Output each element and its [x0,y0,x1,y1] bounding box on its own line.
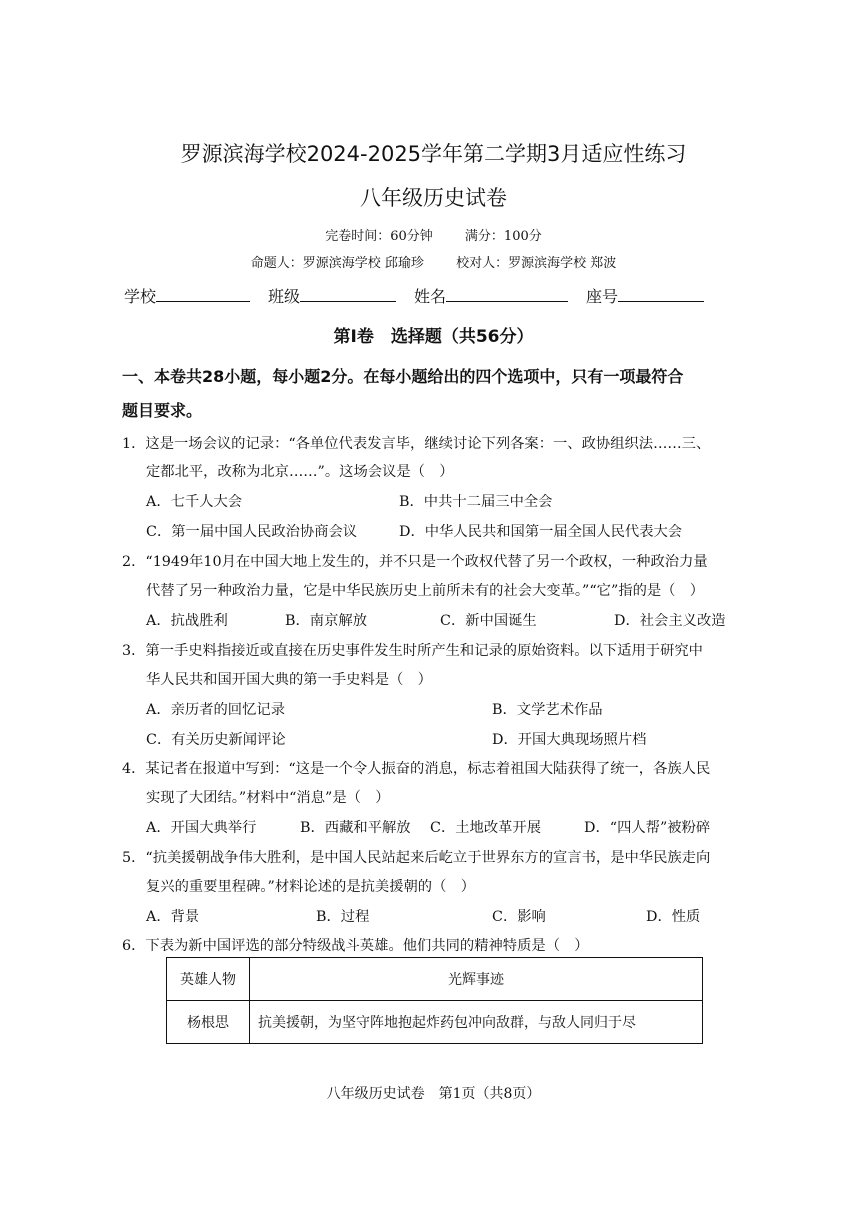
question-2-option-d: D．社会主义改造 [614,613,726,629]
exam-time: 完卷时间：60分钟 [325,229,433,244]
question-5-option-d: D．性质 [646,909,701,925]
heroes-table [166,957,703,1044]
table-cell-deeds: 抗美援朝，为坚守阵地抱起炸药包冲向敌群，与敌人同归于尽 [250,1001,703,1044]
question-4-option-a: A．开国大典举行 [146,820,257,836]
school-label: 学校 [124,287,157,306]
school-field [124,284,250,307]
section-instruction-line1: 一、本卷共28小题，每小题2分。在每小题给出的四个选项中，只有一项最符合 [122,367,684,386]
school-blank[interactable] [156,286,250,302]
question-3-line1: 3．第一手史料指接近或直接在历史事件发生时所产生和记录的原始资料。以下适用于研究中 [122,643,703,659]
question-1-option-a: A．七千人大会 [146,494,243,510]
exam-time-score [0,225,867,244]
seat-field [586,284,704,307]
exam-subtitle: 八年级历史试卷 [360,186,507,210]
question-1-line2: 定都北平，改称为北京……”。这场会议是（ ） [146,464,454,480]
seat-blank[interactable] [618,286,704,302]
question-4-option-d: D．“四人帮”被粉碎 [584,820,711,836]
question-5-option-c: C．影响 [492,909,546,925]
seat-label: 座号 [586,287,619,306]
checker: 校对人：罗源滨海学校 郑波 [456,256,617,271]
question-2-option-a: A．抗战胜利 [146,613,228,629]
question-2-line2: 代替了另一种政治力量，它是中华民族历史上前所未有的社会大变革。”“它”指的是（ ） [146,583,705,599]
question-4-option-c: C．土地改革开展 [430,820,542,836]
section-title: 第Ⅰ卷 选择题（共56分） [333,327,534,347]
full-score: 满分：100分 [464,229,542,244]
question-4-line2: 实现了大团结。”材料中“消息”是（ ） [146,790,390,806]
class-blank[interactable] [300,286,396,302]
question-4-line1: 4．某记者在报道中写到：“这是一个令人振奋的消息，标志着祖国大陆获得了统一，各族人民 [122,761,711,777]
question-3-option-d: D．开国大典现场照片档 [492,732,647,748]
student-info-row [124,284,704,307]
class-field [268,284,396,307]
setter: 命题人：罗源滨海学校 邱瑜珍 [250,256,424,271]
question-5-line1: 5．“抗美援朝战争伟大胜利，是中国人民站起来后屹立于世界东方的宣言书，是中华民族走向 [122,850,711,866]
table-header-row [167,958,703,1001]
name-field [414,284,568,307]
question-4-option-b: B．西藏和平解放 [300,820,411,836]
section-instruction-line2: 题目要求。 [122,401,203,420]
exam-title: 罗源滨海学校2024-2025学年第二学期3月适应性练习 [180,142,687,166]
question-2-option-b: B．南京解放 [285,613,367,629]
class-label: 班级 [268,287,301,306]
question-6-line1: 6．下表为新中国评选的部分特级战斗英雄。他们共同的精神特质是（ ） [122,938,589,954]
question-1-option-b: B．中共十二届三中全会 [399,494,553,510]
name-label: 姓名 [414,287,447,306]
name-blank[interactable] [446,286,568,302]
question-5-option-b: B．过程 [316,909,370,925]
page-footer: 八年级历史试卷 第1页（共8页） [326,1086,541,1102]
question-3-option-b: B．文学艺术作品 [492,702,603,718]
question-3-option-c: C．有关历史新闻评论 [146,732,286,748]
question-1-option-c: C．第一届中国人民政治协商会议 [146,524,358,540]
question-2-option-c: C．新中国诞生 [440,613,537,629]
table-header-deeds: 光辉事迹 [250,958,703,1001]
table-cell-hero: 杨根思 [167,1001,250,1044]
question-1-option-d: D．中华人民共和国第一届全国人民代表大会 [399,524,683,540]
question-5-line2: 复兴的重要里程碑。”材料论述的是抗美援朝的（ ） [146,879,475,895]
question-5-option-a: A．背景 [146,909,200,925]
question-3-option-a: A．亲历者的回忆记录 [146,702,285,718]
exam-authors [0,252,867,271]
question-2-line1: 2．“1949年10月在中国大地上发生的，并不只是一个政权代替了另一个政权，一种政治力量 [122,554,708,570]
question-1-line1: 1．这是一场会议的记录：“各单位代表发言毕，继续讨论下列各案：一、政协组织法……三、 [122,436,711,452]
table-header-hero: 英雄人物 [167,958,250,1001]
question-3-line2: 华人民共和国开国大典的第一手史料是（ ） [146,672,432,688]
table-row [167,1001,703,1044]
